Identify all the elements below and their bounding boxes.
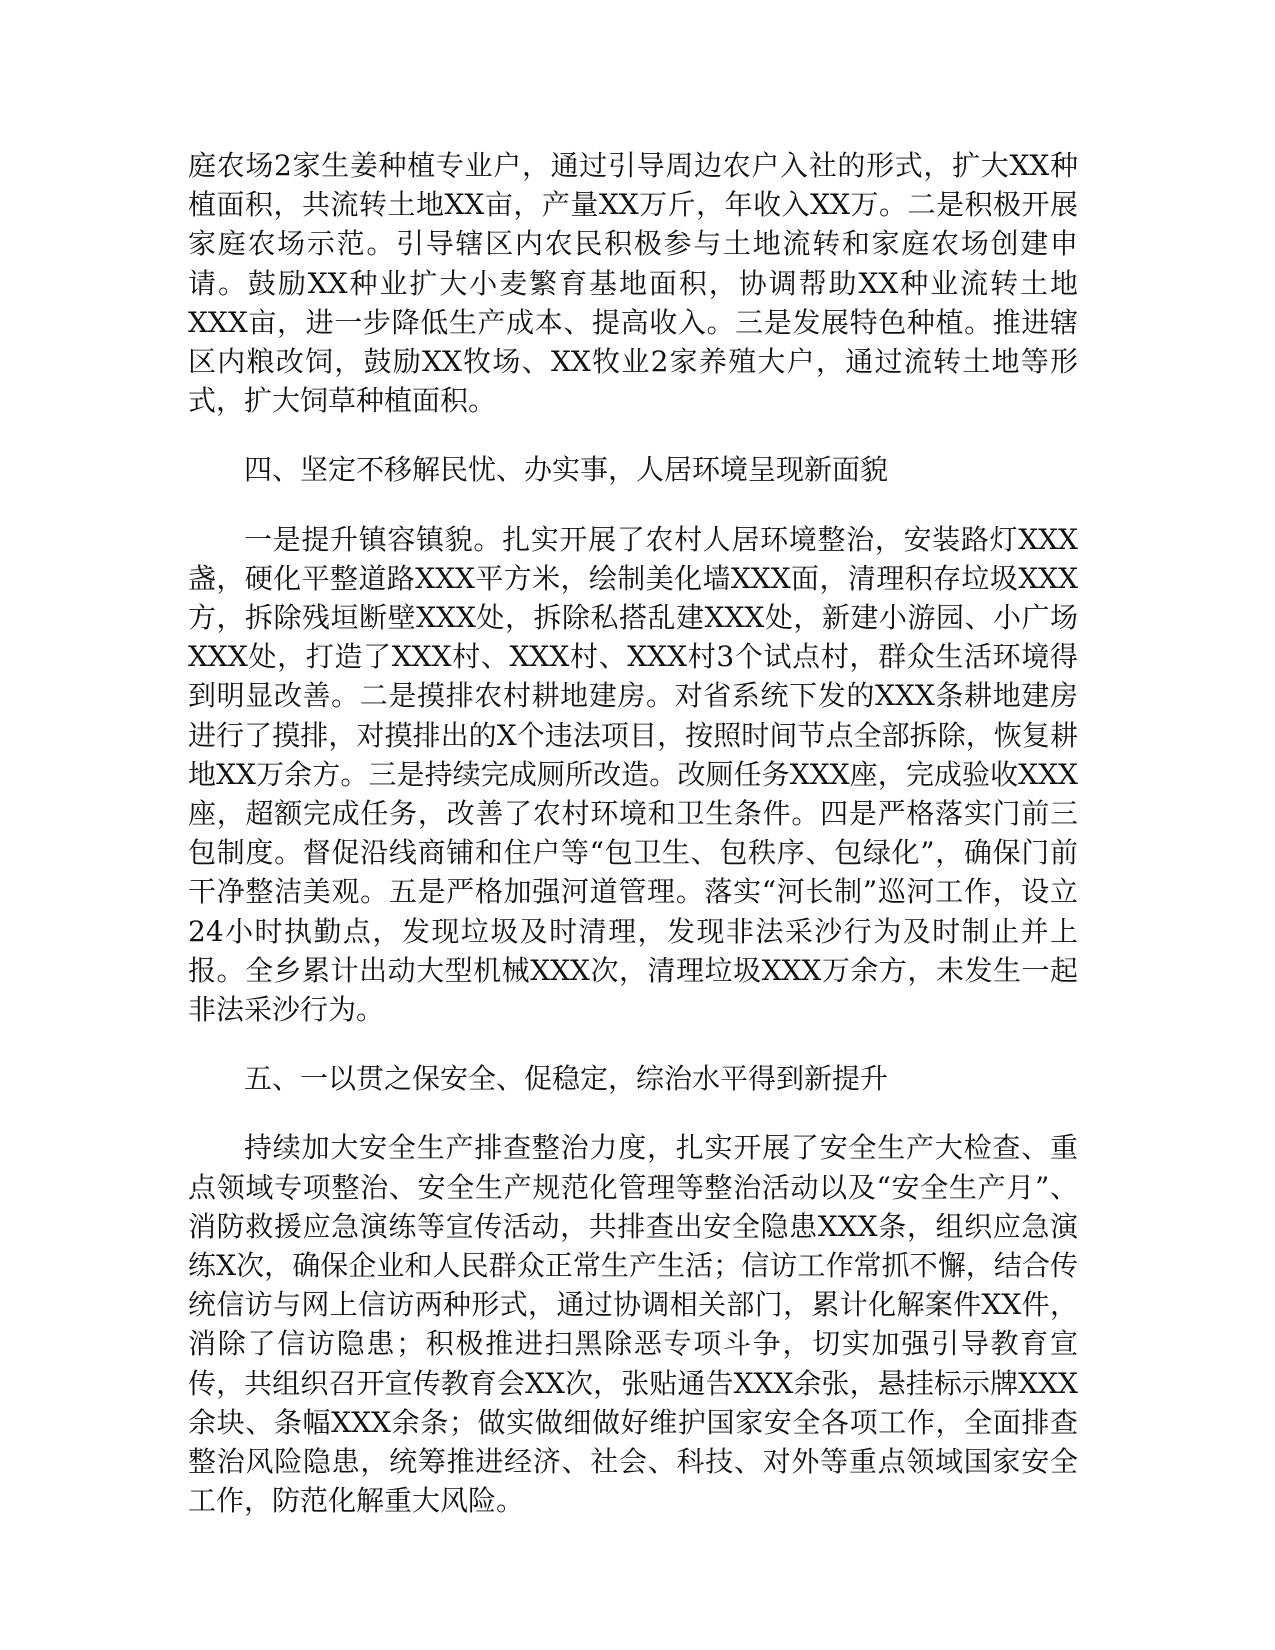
heading-section-five: 五、一以贯之保安全、促稳定，综治水平得到新提升 xyxy=(244,1062,889,1096)
paragraph-living-environment: 一是提升镇容镇貌。扎实开展了农村人居环境整治，安装路灯XXX盏，硬化平整道路XXX平方米，绘制美化墙XXX面，清理积存垃圾XXX方，拆除残垣断壁XXX处，拆除私搭乱建XXX处，新建小游园、小广场XXX处，打造了XXX村、XXX村、XXX村3个试点村，群众生活环境得到明显改善。二是摸排农村耕地建房。对省系统下发的XXX条耕地建房进行了摸排，对摸排出的X个违法项目，按照时间节点全部拆除，恢复耕地XX万余方。三是持续完成厕所改造。改厕任务XXX座，完成验收XXX座，超额完成任务，改善了农村环境和卫生条件。四是严格落实门前三包制度。督促沿线商铺和住户等“包卫生、包秩序、包绿化”，确保门前干净整洁美观。五是严格加强河道管理。落实“河长制”巡河工作，设立24小时执勤点，发现垃圾及时清理，发现非法采沙行为及时制止并上报。全乡累计出动大型机械XXX次，清理垃圾XXX万余方，未发生一起非法采沙行为。 xyxy=(188,522,1078,1027)
paragraph-safety-stability: 持续加大安全生产排查整治力度，扎实开展了安全生产大检查、重点领域专项整治、安全生产规范化管理等整治活动以及“安全生产月”、消防救援应急演练等宣传活动，共排查出安全隐患XXX条，组织应急演练X次，确保企业和人民群众正常生产生活；信访工作常抓不懈，结合传统信访与网上信访两种形式，通过协调相关部门，累计化解案件XX件，消除了信访隐患；积极推进扫黑除恶专项斗争，切实加强引导教育宣传，共组织召开宣传教育会XX次，张贴通告XXX余张，悬挂标示牌XXX余块、条幅XXX余条；做实做细做好维护国家安全各项工作，全面排查整治风险隐患，统筹推进经济、社会、科技、对外等重点领域国家安全工作，防范化解重大风险。 xyxy=(188,1131,1078,1518)
paragraph-family-farm: 庭农场2家生姜种植专业户，通过引导周边农户入社的形式，扩大XX种植面积，共流转土地XX亩，产量XX万斤，年收入XX万。二是积极开展家庭农场示范。引导辖区内农民积极参与土地流转和家庭农场创建申请。鼓励XX种业扩大小麦繁育基地面积，协调帮助XX种业流转土地XXX亩，进一步降低生产成本、提高收入。三是发展特色种植。推进辖区内粮改饲，鼓励XX牧场、XX牧业2家养殖大户，通过流转土地等形式，扩大饲草种植面积。 xyxy=(188,149,1078,418)
document-body xyxy=(188,146,1078,1521)
heading-section-four: 四、坚定不移解民忧、办实事，人居环境呈现新面貌 xyxy=(244,453,889,487)
